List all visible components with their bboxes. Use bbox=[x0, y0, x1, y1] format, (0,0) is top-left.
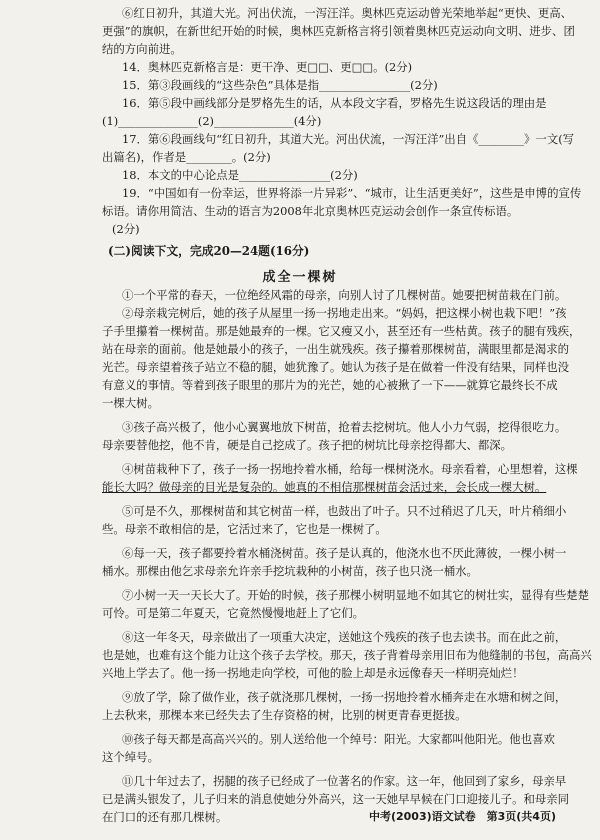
story-title: 成全一棵树 bbox=[262, 270, 338, 285]
story-line: ⑧这一年冬天，母亲做出了一项重大决定，送她这个残疾的孩子也去读书。而在此之前， bbox=[122, 630, 567, 644]
question-17-line-2: 出篇名)，作者是________。(2分) bbox=[102, 150, 271, 164]
question-16-blanks: (1)______________(2)______________(4分) bbox=[102, 114, 322, 128]
page-footer: 中考(2003)语文试卷 第3页(共4页) bbox=[368, 810, 556, 823]
story-line: ①一个平常的春天，一位绝经风霜的母亲，向别人讨了几棵树苗。她要把树苗栽在门前。 bbox=[122, 288, 567, 302]
story-line: ⑦小树一天一天长大了。开始的时候，孩子那棵小树明显地不如其它的树壮实，显得有些楚楚 bbox=[122, 588, 590, 602]
para-6-line-3: 结的方向前进。 bbox=[102, 42, 182, 56]
section-heading: (二)阅读下文，完成20—24题(16分) bbox=[108, 244, 310, 258]
story-line: 有意义的事情。等着到孩子眼里的那片为的光芒，她的心被揪了一下——就算它最终长不成 bbox=[102, 378, 558, 392]
story-line: 一棵大树。 bbox=[102, 396, 159, 410]
story-line: 光芒。母亲望着孩子站立不稳的腿，她犹豫了。她认为孩子是在做着一件没有结果，同样也没 bbox=[102, 360, 570, 374]
story-line: 可怜。可是第二年夏天，它竟然慢慢地赶上了它们。 bbox=[102, 606, 364, 620]
story-line: 母亲要替他挖，他不肯，硬是自己挖成了。孩子把的树坑比母亲挖得都大、都深。 bbox=[102, 438, 513, 452]
story-line: 站在母亲的面前。他是她最小的孩子，一出生就残疾。孩子攥着那棵树苗，满眼里都是渴求的 bbox=[102, 342, 570, 356]
story-line: 这个绰号。 bbox=[102, 750, 159, 764]
story-line: 子手里攥着一棵树苗。那是她最弃的一棵。它又瘦又小，甚至还有一些枯黄。孩子的腿有残疾， bbox=[102, 324, 581, 338]
story-line: ⑪几十年过去了，拐腿的孩子已经成了一位著名的作家。这一年，他回到了家乡，母亲早 bbox=[122, 774, 567, 788]
story-line: 也是她，也难有这个能力让这个孩子去学校。那天，孩子背着母亲用旧布为他缝制的书包，高高兴 bbox=[102, 648, 592, 662]
story-line: ③孩子高兴极了，他小心翼翼地放下树苗，抢着去挖树坑。他人小力气弱，挖得很吃力。 bbox=[122, 420, 567, 434]
story-line: 些。母亲不敢相信的是，它活过来了，它也是一棵树了。 bbox=[102, 522, 387, 536]
story-line: 已是满头银发了，儿子归来的消息使她分外高兴，这一天她早早候在门口迎接儿子。和母亲同 bbox=[102, 792, 570, 806]
para-6-line-2: 更强”的旗帜，在新世纪开始的时候，奥林匹克新格言将引领着奥林匹克运动向文明、进步、团 bbox=[102, 24, 575, 38]
story-line: ⑤可是不久，那棵树苗和其它树苗一样，也鼓出了叶子。只不过稍迟了几天，叶片稍细小 bbox=[122, 504, 567, 518]
story-line: ⑨放了学，除了做作业，孩子就浇那几棵树，一扬一拐地拎着水桶奔走在水塘和树之间， bbox=[122, 690, 567, 704]
story-line: ②母亲栽完树后，她的孩子从屋里一扬一拐地走出来。“妈妈，把这棵小树也栽下吧！”孩 bbox=[122, 306, 567, 320]
story-line: 兴地上学去了。他一扬一拐地走向学校，可他的脸上却是永远像春天一样明亮灿烂！ bbox=[102, 666, 524, 680]
question-15: 15．第③段画线的“这些杂色”具体是指________________(2分) bbox=[122, 78, 438, 92]
question-14: 14．奥林匹克新格言是：更干净、更□□、更□□。(2分) bbox=[122, 60, 413, 74]
question-19: 19．“中国如有一份幸运，世界将添一片异彩”、“城市，让生活更美好”，这些是申博的宣传 bbox=[122, 186, 582, 200]
question-19-score: (2分) bbox=[112, 222, 140, 236]
question-17: 17．第⑥段画线句“红日初升，其道大光。河出伏流，一泻汪洋”出自《________》一文(写 bbox=[122, 132, 575, 146]
para-6-line-1: ⑥红日初升，其道大光。河出伏流，一泻汪洋。奥林匹克运动曾光荣地举起“更快、更高、 bbox=[122, 6, 573, 20]
story-line: 在门口的还有那几棵树。 bbox=[102, 810, 228, 824]
story-line: 上去秋来，那棵本来已经失去了生存资格的树，比别的树更青春更挺拔。 bbox=[102, 708, 467, 722]
question-16: 16．第⑤段中画线部分是罗格先生的话，从本段文字看，罗格先生说这段话的理由是 bbox=[122, 96, 547, 110]
story-line: ④树苗栽种下了，孩子一扬一拐地拎着水桶，给每一棵树浇水。母亲看着，心里想着，这棵 bbox=[122, 462, 578, 476]
story-line: ⑩孩子每天都是高高兴兴的。别人送给他一个绰号：阳光。大家都叫他阳光。他也喜欢 bbox=[122, 732, 555, 746]
question-18: 18．本文的中心论点是________________(2分) bbox=[122, 168, 358, 182]
question-19-line-2: 标语。请你用简洁、生动的语言为2008年北京奥林匹克运动会创作一条宣传标语。 bbox=[102, 204, 519, 218]
story-line-underlined: 能长大吗？做母亲的目光是复杂的。她真的不相信那棵树苗会活过来，会长成一棵大树。 bbox=[102, 480, 547, 494]
story-line: 桶水。那棵由他乞求母亲允许亲手挖坑栽种的小树苗，孩子也只浇一桶水。 bbox=[102, 564, 478, 578]
story-line: ⑥每一天，孩子都要拎着水桶浇树苗。孩子是认真的，他浇水也不厌此薄彼，一棵小树一 bbox=[122, 546, 567, 560]
